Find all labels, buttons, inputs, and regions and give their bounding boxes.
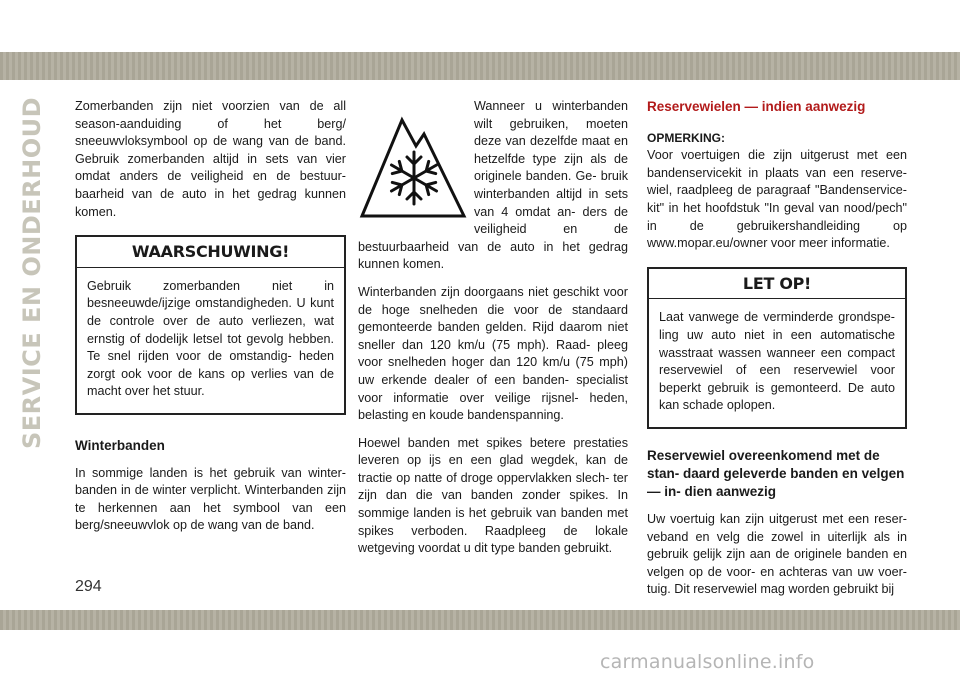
matching-spare-heading: Reservewiel overeenkomend met de stan- daard geleverde banden en velgen — in- dien aanwezig: [647, 447, 905, 499]
caution-box: [647, 267, 907, 429]
warning-title: WAARSCHUWING!: [77, 237, 344, 268]
winter-tires-paragraph: In sommige landen is het gebruik van winter- banden in de winter verplicht. Winterbanden zijn te herkennen aan het symbool van een berg/sneeuwvlok op de wang van de band.: [75, 465, 346, 533]
caution-text: Laat vanwege de verminderde grondspe- ling uw auto niet in een automatische wasstraat wassen wanneer een compact reservewiel of een reservewiel voor beperkt gebruik is gemonteerd. De auto kan schade oplopen.: [659, 310, 895, 413]
header-band: [0, 52, 960, 80]
watermark: carmanualsonline.info: [600, 651, 815, 673]
studded-tires-paragraph: Hoewel banden met spikes betere prestaties leveren op ijs en een glad wegdek, kan de tractie op natte of droge oppervlakken slech- ter zijn dan die van banden zonder spikes. In sommige landen is het gebruik van banden met spikes verboden. Raadpleeg de lokale wetgeving voordat u dit type banden gebruikt.: [358, 435, 628, 556]
winter-tires-size-paragraph: Wanneer u winterbanden wilt gebruiken, moeten deze van dezelfde maat en hetzelfde type zijn als de originele banden. Ge- bruik winterbanden altijd in sets van 4 omdat an- ders de veiligheid en de bestuurbaarheid van de auto in het gedrag kunnen komen.: [358, 99, 628, 272]
winter-tires-heading: Winterbanden: [75, 437, 165, 453]
warning-box: [75, 235, 346, 415]
matching-spare-paragraph: Uw voertuig kan zijn uitgerust met een reser- veband en velg die zowel in uiterlijk als in gebruik gelijk zijn aan de originele banden en velgen op de voor- en achteras van uw voer- tuig. Dit reservewiel mag worden gebruikt bij: [647, 511, 907, 597]
page-number: 294: [75, 578, 102, 595]
section-side-title: SERVICE EN ONDERHOUD: [18, 96, 47, 450]
column-1: [75, 98, 346, 535]
summer-tires-paragraph: Zomerbanden zijn niet voorzien van de all season-aanduiding of het berg/ sneeuwvloksymbool op de wang van de band. Gebruik zomerbanden altijd in sets van vier omdat anders de veiligheid en de bestuur- baarheid van de auto in het gedrag kunnen komen.: [75, 99, 346, 219]
note-label: OPMERKING:: [647, 130, 725, 145]
mountain-snowflake-icon: [358, 98, 468, 220]
spare-wheels-heading: Reservewielen — indien aanwezig: [647, 99, 866, 114]
column-3: [647, 98, 907, 599]
caution-title: LET OP!: [649, 269, 905, 300]
column-2: [358, 98, 628, 558]
note-text: Voor voertuigen die zijn uitgerust met een bandenservicekit in plaats van een reserve- wiel, raadpleeg de paragraaf "Bandenservice- kit" in het hoofdstuk "In geval van nood/pech" in de gebruikershandleiding op www.mopar.eu/owner voor meer informatie.: [647, 148, 907, 251]
warning-text: Gebruik zomerbanden niet in besneeuwde/ijzige omstandigheden. U kunt de controle over de auto verliezen, wat ernstig of dodelijk letsel tot gevolg hebben. Te snel rijden voor de omstandig- heden zorgt ook voor de kans op verlies van de macht over het stuur.: [87, 278, 334, 399]
footer-band: [0, 610, 960, 630]
winter-tires-speed-paragraph: Winterbanden zijn doorgaans niet geschikt voor de hoge snelheden die voor de standaard gemonteerde banden gelden. Rijd daarom niet sneller dan 120 km/u (75 mph). Raad- pleeg voor snelheden hoger dan 120 km/u (75 mph) uw erkende dealer of een banden- specialist voor informatie over veilige rijsnel- heden, belasting en koude bandenspanning.: [358, 284, 628, 423]
